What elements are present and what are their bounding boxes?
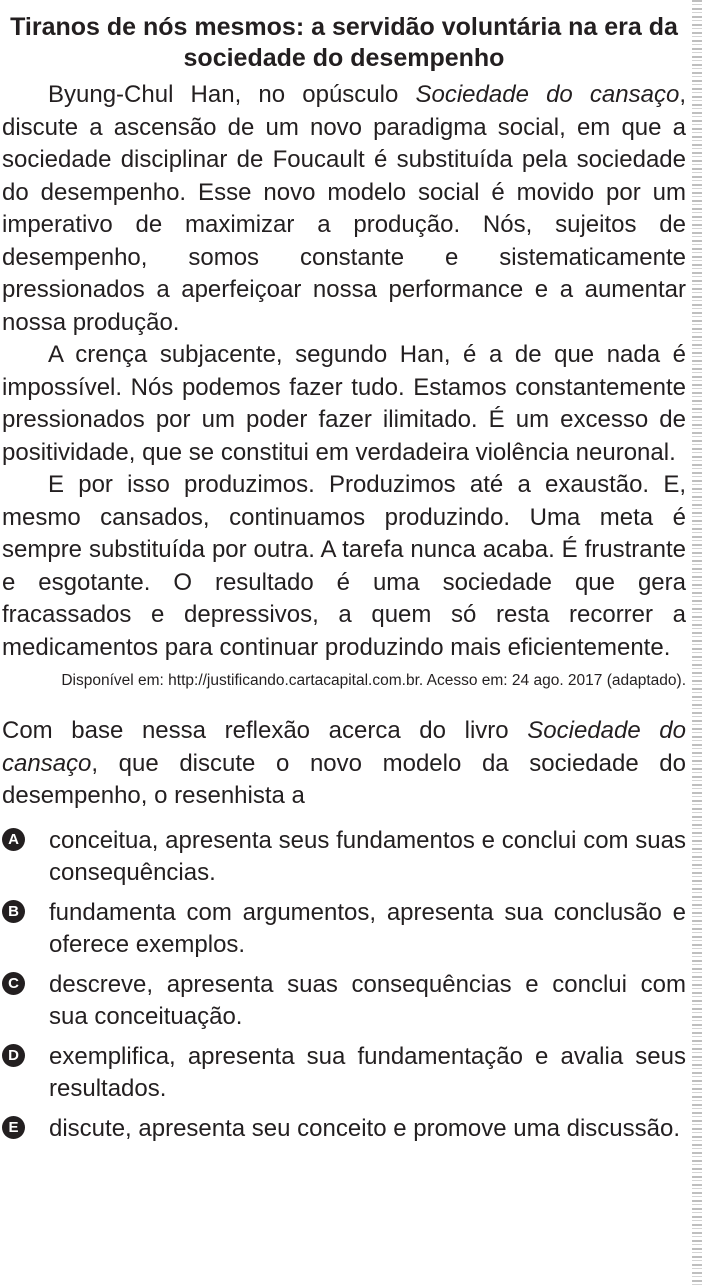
option-text: conceitua, apresenta seus fundamentos e conclui com suas consequências. xyxy=(49,826,686,886)
option-text: discute, apresenta seu conceito e promove uma discussão. xyxy=(49,1114,681,1142)
article-title: Tiranos de nós mesmos: a servidão voluntária na era da sociedade do desempenho xyxy=(10,13,678,72)
exam-page xyxy=(2,12,686,1153)
paragraph-1-before: Byung-Chul Han, no opúsculo xyxy=(48,81,416,108)
source-citation: Disponível em: http://justificando.cartacapital.com.br. Acesso em: 24 ago. 2017 (adaptado). xyxy=(61,672,686,689)
option-letter-badge: A xyxy=(2,828,25,851)
article-body xyxy=(2,79,686,664)
question-stem xyxy=(2,715,686,813)
article-paragraph-3: E por isso produzimos. Produzimos até a exaustão. E, mesmo cansados, continuamos produzindo. Uma meta é sempre substituída por outra. A tarefa nunca acaba. É frustrante e esgotante. O resultado é uma sociedade que gera fracassados e depressivos, a quem só resta recorrer a medicamentos para continuar produzindo mais eficientemente. xyxy=(2,471,686,661)
option-letter-badge: D xyxy=(2,1044,25,1067)
question-stem-before: Com base nessa reflexão acerca do livro xyxy=(2,717,528,744)
book-title-italic: Sociedade do cansaço xyxy=(415,81,680,108)
answer-option-e[interactable] xyxy=(2,1113,686,1145)
question-stem-after: , que discute o novo modelo da sociedade do desempenho, o resenhista a xyxy=(2,749,686,809)
article-paragraph-1 xyxy=(2,79,686,339)
option-text: fundamenta com argumentos, apresenta sua conclusão e oferece exemplos. xyxy=(49,898,686,958)
option-letter-badge: E xyxy=(2,1116,25,1139)
option-letter-badge: B xyxy=(2,900,25,923)
answer-option-b[interactable] xyxy=(2,897,686,961)
answer-option-d[interactable] xyxy=(2,1041,686,1105)
option-text: exemplifica, apresenta sua fundamentação e avalia seus resultados. xyxy=(49,1042,686,1102)
paragraph-1-after: , discute a ascensão de um novo paradigma social, em que a sociedade disciplinar de Foucault é substituída pela sociedade do desempenho. Esse novo modelo social é movido por um imperativo de maximizar a produção. Nós, sujeitos de desempenho, somos constante e sistematicamente pressionados a aperfeiçoar nossa performance e a aumentar nossa produção. xyxy=(2,81,686,336)
question-book-title-italic: Sociedade do cansaço xyxy=(2,717,686,777)
option-letter-badge: C xyxy=(2,972,25,995)
side-security-strip xyxy=(692,0,702,1288)
answer-options xyxy=(2,825,686,1145)
article-paragraph-2: A crença subjacente, segundo Han, é a de que nada é impossível. Nós podemos fazer tudo. Estamos constantemente pressionados por um poder fazer ilimitado. É um excesso de positividade, que se constitui em verdadeira violência neuronal. xyxy=(2,341,686,466)
answer-option-a[interactable] xyxy=(2,825,686,889)
option-text: descreve, apresenta suas consequências e conclui com sua conceituação. xyxy=(49,970,686,1030)
answer-option-c[interactable] xyxy=(2,969,686,1033)
